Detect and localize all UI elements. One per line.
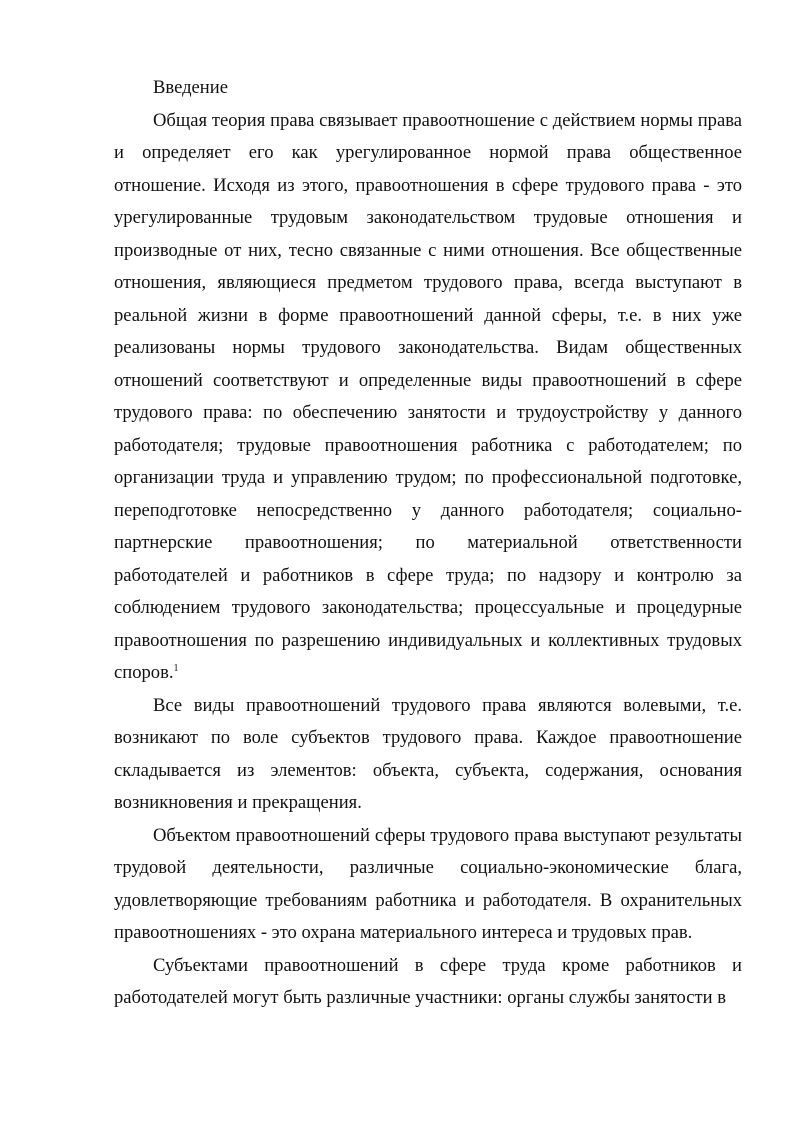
document-body xyxy=(114,72,742,1015)
paragraph-3 xyxy=(114,820,742,950)
paragraph-2 xyxy=(114,690,742,820)
paragraph-1-text: Общая теория права связывает правоотношение с действием нормы права и определяет его как урегулированное нормой права общественное отношение. Исходя из этого, правоотношения в сфере трудового права - это урегулированные трудовым законодательством трудовые отношения и производные от них, тесно связанные с ними отношения. Все общественные отношения, являющиеся предметом трудового права, всегда выступают в реальной жизни в форме правоотношений данной сферы, т.е. в них уже реализованы нормы трудового законодательства. Видам общественных отношений соответствуют и определенные виды правоотношений в сфере трудового права: по обеспечению занятости и трудоустройству у данного работодателя; трудовые правоотношения работника с работодателем; по организации труда и управлению трудом; по профессиональной подготовке, переподготовке непосредственно у данного работодателя; социально-партнерские правоотношения; по материальной ответственности работодателей и работников в сфере труда; по надзору и контролю за соблюдением трудового законодательства; процессуальные и процедурные правоотношения по разрешению индивидуальных и коллективных трудовых споров. xyxy=(114,109,742,683)
paragraph-2-text: Все виды правоотношений трудового права являются волевыми, т.е. возникают по воле субъектов трудового права. Каждое правоотношение складывается из элементов: объекта, субъекта, содержания, основания возникновения и прекращения. xyxy=(114,694,742,813)
paragraph-1 xyxy=(114,105,742,690)
section-heading: Введение xyxy=(153,77,228,98)
footnote-reference[interactable]: 1 xyxy=(173,662,179,674)
paragraph-4-text: Субъектами правоотношений в сфере труда кроме работников и работодателей могут быть различные участники: органы службы занятости в xyxy=(114,954,742,1008)
paragraph-3-text: Объектом правоотношений сферы трудового права выступают результаты трудовой деятельности, различные социально-экономические блага, удовлетворяющие требованиям работника и работодателя. В охранительных правоотношениях - это охрана материального интереса и трудовых прав. xyxy=(114,824,742,943)
paragraph-4 xyxy=(114,950,742,1015)
